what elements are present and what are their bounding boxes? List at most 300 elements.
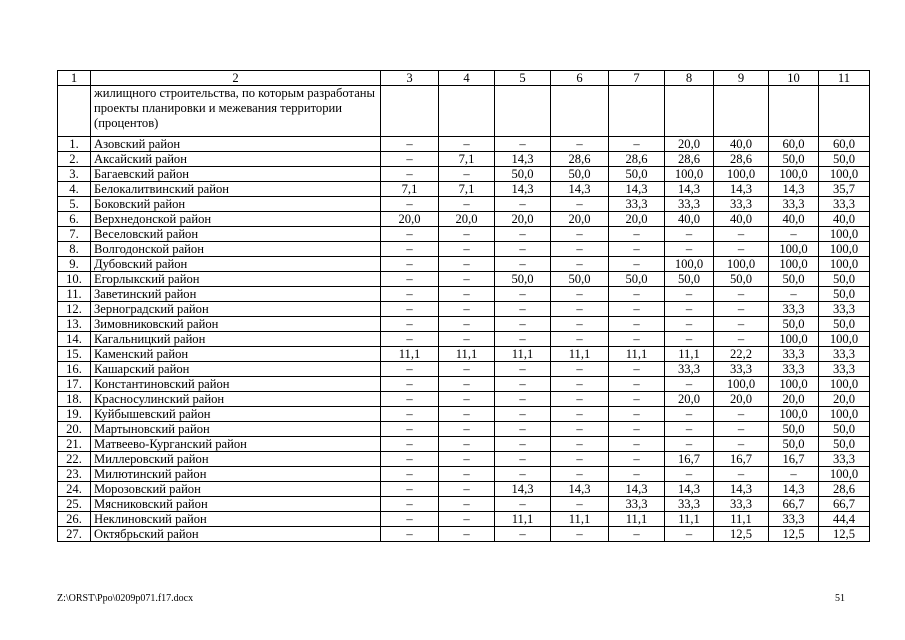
value-cell: – — [551, 422, 609, 437]
page-number: 51 — [835, 593, 845, 604]
empty-cell — [439, 86, 495, 137]
value-cell: – — [609, 452, 665, 467]
value-cell: – — [439, 167, 495, 182]
district-name: Заветинский район — [91, 287, 381, 302]
value-cell: – — [381, 197, 439, 212]
value-cell: – — [665, 227, 714, 242]
district-name: Куйбышевский район — [91, 407, 381, 422]
value-cell: – — [381, 422, 439, 437]
value-cell: 100,0 — [665, 257, 714, 272]
district-name: Азовский район — [91, 137, 381, 152]
row-number: 25. — [58, 497, 91, 512]
table-row — [58, 467, 870, 482]
value-cell: – — [551, 317, 609, 332]
district-name: Октябрьский район — [91, 527, 381, 542]
district-name: Мартыновский район — [91, 422, 381, 437]
value-cell: 50,0 — [769, 152, 819, 167]
district-name: Волгодонской район — [91, 242, 381, 257]
row-number: 17. — [58, 377, 91, 392]
value-cell: – — [381, 377, 439, 392]
row-number: 7. — [58, 227, 91, 242]
value-cell: – — [551, 242, 609, 257]
value-cell: 14,3 — [495, 482, 551, 497]
value-cell: 11,1 — [495, 347, 551, 362]
value-cell: – — [609, 362, 665, 377]
value-cell: – — [551, 287, 609, 302]
district-name: Морозовский район — [91, 482, 381, 497]
table-row — [58, 137, 870, 152]
value-cell: – — [381, 152, 439, 167]
value-cell: 50,0 — [819, 152, 870, 167]
value-cell: – — [381, 482, 439, 497]
row-number: 2. — [58, 152, 91, 167]
value-cell: 100,0 — [769, 377, 819, 392]
value-cell: – — [495, 332, 551, 347]
value-cell: 33,3 — [819, 452, 870, 467]
value-cell: – — [495, 317, 551, 332]
district-name: Боковский район — [91, 197, 381, 212]
value-cell: – — [439, 332, 495, 347]
table-row — [58, 377, 870, 392]
column-number: 8 — [665, 71, 714, 86]
table-row — [58, 317, 870, 332]
empty-cell — [714, 86, 769, 137]
value-cell: 50,0 — [551, 167, 609, 182]
value-cell: 33,3 — [819, 347, 870, 362]
row-number: 20. — [58, 422, 91, 437]
value-cell: 33,3 — [714, 497, 769, 512]
value-cell: – — [439, 437, 495, 452]
document-path: Z:\ORST\Ppo\0209p071.f17.docx — [57, 593, 194, 604]
value-cell: – — [551, 392, 609, 407]
value-cell: 44,4 — [819, 512, 870, 527]
value-cell: 100,0 — [665, 167, 714, 182]
table-row — [58, 527, 870, 542]
value-cell: 14,3 — [495, 182, 551, 197]
value-cell: 40,0 — [819, 212, 870, 227]
value-cell: 20,0 — [769, 392, 819, 407]
value-cell: – — [381, 137, 439, 152]
row-number: 22. — [58, 452, 91, 467]
table-row — [58, 152, 870, 167]
value-cell: – — [381, 242, 439, 257]
district-name: Мясниковский район — [91, 497, 381, 512]
value-cell: – — [769, 227, 819, 242]
value-cell: 28,6 — [665, 152, 714, 167]
value-cell: 14,3 — [714, 482, 769, 497]
value-cell: – — [439, 482, 495, 497]
value-cell: – — [495, 437, 551, 452]
value-cell: – — [551, 437, 609, 452]
value-cell: 20,0 — [819, 392, 870, 407]
column-number: 5 — [495, 71, 551, 86]
value-cell: – — [609, 242, 665, 257]
row-number: 10. — [58, 272, 91, 287]
row-number: 19. — [58, 407, 91, 422]
table-row — [58, 212, 870, 227]
value-cell: 20,0 — [439, 212, 495, 227]
value-cell: – — [495, 392, 551, 407]
value-cell: – — [439, 197, 495, 212]
value-cell: – — [609, 137, 665, 152]
table-row — [58, 407, 870, 422]
value-cell: – — [769, 287, 819, 302]
value-cell: – — [609, 287, 665, 302]
column-number: 1 — [58, 71, 91, 86]
value-cell: 100,0 — [819, 242, 870, 257]
value-cell: – — [495, 287, 551, 302]
value-cell: – — [609, 527, 665, 542]
value-cell: 50,0 — [769, 272, 819, 287]
empty-cell — [58, 86, 91, 137]
value-cell: – — [439, 257, 495, 272]
value-cell: 100,0 — [819, 332, 870, 347]
value-cell: 20,0 — [381, 212, 439, 227]
row-number: 26. — [58, 512, 91, 527]
row-number: 3. — [58, 167, 91, 182]
table-row — [58, 257, 870, 272]
value-cell: – — [665, 242, 714, 257]
empty-cell — [381, 86, 439, 137]
value-cell: 11,1 — [665, 512, 714, 527]
value-cell: 60,0 — [769, 137, 819, 152]
value-cell: 14,3 — [714, 182, 769, 197]
value-cell: – — [495, 422, 551, 437]
value-cell: – — [381, 302, 439, 317]
value-cell: 50,0 — [551, 272, 609, 287]
value-cell: – — [381, 452, 439, 467]
value-cell: – — [439, 302, 495, 317]
value-cell: 20,0 — [714, 392, 769, 407]
value-cell: 50,0 — [769, 317, 819, 332]
value-cell: 100,0 — [714, 167, 769, 182]
value-cell: 33,3 — [819, 362, 870, 377]
value-cell: – — [439, 317, 495, 332]
value-cell: 40,0 — [769, 212, 819, 227]
table-row — [58, 482, 870, 497]
empty-cell — [495, 86, 551, 137]
district-name: Каменский район — [91, 347, 381, 362]
value-cell: 100,0 — [819, 227, 870, 242]
value-cell: – — [551, 197, 609, 212]
indicator-description-row — [58, 86, 870, 137]
value-cell: – — [551, 362, 609, 377]
value-cell: – — [551, 377, 609, 392]
table-row — [58, 167, 870, 182]
value-cell: – — [439, 392, 495, 407]
table-row — [58, 287, 870, 302]
district-name: Аксайский район — [91, 152, 381, 167]
value-cell: – — [665, 527, 714, 542]
table-row — [58, 272, 870, 287]
column-number-row — [58, 71, 870, 86]
value-cell: – — [439, 242, 495, 257]
value-cell: 20,0 — [609, 212, 665, 227]
value-cell: 16,7 — [714, 452, 769, 467]
table-row — [58, 332, 870, 347]
value-cell: 7,1 — [439, 182, 495, 197]
row-number: 1. — [58, 137, 91, 152]
value-cell: – — [439, 272, 495, 287]
value-cell: – — [439, 452, 495, 467]
value-cell: – — [495, 302, 551, 317]
value-cell: – — [609, 332, 665, 347]
value-cell: 14,3 — [609, 482, 665, 497]
value-cell: – — [609, 422, 665, 437]
value-cell: – — [381, 362, 439, 377]
value-cell: 50,0 — [495, 272, 551, 287]
value-cell: – — [495, 527, 551, 542]
value-cell: – — [714, 332, 769, 347]
table-row — [58, 452, 870, 467]
value-cell: – — [495, 197, 551, 212]
table-row — [58, 197, 870, 212]
row-number: 27. — [58, 527, 91, 542]
value-cell: 50,0 — [819, 272, 870, 287]
value-cell: – — [714, 242, 769, 257]
table-row — [58, 422, 870, 437]
value-cell: – — [609, 392, 665, 407]
district-name: Кагальницкий район — [91, 332, 381, 347]
district-name: Константиновский район — [91, 377, 381, 392]
district-name: Зерноградский район — [91, 302, 381, 317]
value-cell: – — [439, 467, 495, 482]
value-cell: – — [551, 137, 609, 152]
value-cell: 28,6 — [551, 152, 609, 167]
value-cell: – — [551, 227, 609, 242]
district-name: Кашарский район — [91, 362, 381, 377]
row-number: 16. — [58, 362, 91, 377]
value-cell: 100,0 — [769, 242, 819, 257]
value-cell: 33,3 — [819, 197, 870, 212]
value-cell: – — [609, 227, 665, 242]
value-cell: 33,3 — [609, 497, 665, 512]
value-cell: 50,0 — [819, 422, 870, 437]
table-row — [58, 347, 870, 362]
value-cell: 33,3 — [769, 512, 819, 527]
row-number: 15. — [58, 347, 91, 362]
row-number: 14. — [58, 332, 91, 347]
table-row — [58, 362, 870, 377]
value-cell: 20,0 — [551, 212, 609, 227]
value-cell: 12,5 — [819, 527, 870, 542]
row-number: 9. — [58, 257, 91, 272]
value-cell: 14,3 — [769, 482, 819, 497]
value-cell: 33,3 — [769, 197, 819, 212]
value-cell: 66,7 — [819, 497, 870, 512]
value-cell: 11,1 — [714, 512, 769, 527]
row-number: 4. — [58, 182, 91, 197]
value-cell: – — [714, 437, 769, 452]
row-number: 21. — [58, 437, 91, 452]
column-number: 3 — [381, 71, 439, 86]
value-cell: 20,0 — [665, 392, 714, 407]
district-name: Миллеровский район — [91, 452, 381, 467]
value-cell: 28,6 — [819, 482, 870, 497]
value-cell: 100,0 — [819, 467, 870, 482]
value-cell: 20,0 — [665, 137, 714, 152]
value-cell: 40,0 — [714, 212, 769, 227]
value-cell: 11,1 — [609, 347, 665, 362]
empty-cell — [665, 86, 714, 137]
value-cell: 100,0 — [769, 257, 819, 272]
value-cell: – — [609, 407, 665, 422]
value-cell: – — [551, 527, 609, 542]
value-cell: 20,0 — [495, 212, 551, 227]
district-name: Белокалитвинский район — [91, 182, 381, 197]
value-cell: – — [714, 407, 769, 422]
value-cell: 14,3 — [495, 152, 551, 167]
value-cell: – — [495, 257, 551, 272]
value-cell: – — [495, 377, 551, 392]
value-cell: 50,0 — [495, 167, 551, 182]
value-cell: 16,7 — [769, 452, 819, 467]
table-row — [58, 512, 870, 527]
value-cell: 33,3 — [665, 362, 714, 377]
value-cell: 100,0 — [769, 167, 819, 182]
value-cell: – — [439, 527, 495, 542]
value-cell: – — [714, 422, 769, 437]
value-cell: 16,7 — [665, 452, 714, 467]
value-cell: – — [381, 527, 439, 542]
value-cell: 50,0 — [769, 422, 819, 437]
value-cell: – — [665, 287, 714, 302]
district-name: Багаевский район — [91, 167, 381, 182]
empty-cell — [769, 86, 819, 137]
value-cell: – — [495, 242, 551, 257]
value-cell: – — [439, 377, 495, 392]
column-number: 10 — [769, 71, 819, 86]
value-cell: 11,1 — [609, 512, 665, 527]
value-cell: – — [714, 227, 769, 242]
value-cell: – — [609, 467, 665, 482]
value-cell: 33,3 — [714, 362, 769, 377]
value-cell: 40,0 — [665, 212, 714, 227]
row-number: 6. — [58, 212, 91, 227]
value-cell: 100,0 — [714, 377, 769, 392]
table-row — [58, 437, 870, 452]
value-cell: – — [665, 437, 714, 452]
district-name: Дубовский район — [91, 257, 381, 272]
value-cell: – — [665, 317, 714, 332]
value-cell: – — [551, 257, 609, 272]
row-number: 23. — [58, 467, 91, 482]
value-cell: – — [439, 362, 495, 377]
empty-cell — [819, 86, 870, 137]
value-cell: 14,3 — [769, 182, 819, 197]
value-cell: – — [714, 467, 769, 482]
value-cell: – — [665, 467, 714, 482]
value-cell: 100,0 — [769, 332, 819, 347]
row-number: 24. — [58, 482, 91, 497]
value-cell: 11,1 — [381, 347, 439, 362]
district-name: Неклиновский район — [91, 512, 381, 527]
value-cell: – — [665, 422, 714, 437]
value-cell: 28,6 — [609, 152, 665, 167]
value-cell: – — [769, 467, 819, 482]
table-row — [58, 497, 870, 512]
row-number: 5. — [58, 197, 91, 212]
value-cell: – — [495, 497, 551, 512]
value-cell: 14,3 — [609, 182, 665, 197]
value-cell: – — [714, 317, 769, 332]
value-cell: – — [381, 167, 439, 182]
value-cell: – — [714, 302, 769, 317]
table-row — [58, 182, 870, 197]
value-cell: – — [665, 407, 714, 422]
district-name: Егорлыкский район — [91, 272, 381, 287]
value-cell: 7,1 — [381, 182, 439, 197]
value-cell: – — [551, 302, 609, 317]
value-cell: 50,0 — [609, 272, 665, 287]
value-cell: – — [495, 137, 551, 152]
empty-cell — [551, 86, 609, 137]
value-cell: – — [381, 437, 439, 452]
indicator-description: жилищного строительства, по которым разработаны проекты планировки и межевания территории (процентов) — [91, 86, 381, 137]
value-cell: 50,0 — [769, 437, 819, 452]
value-cell: 100,0 — [819, 257, 870, 272]
value-cell: 28,6 — [714, 152, 769, 167]
row-number: 8. — [58, 242, 91, 257]
value-cell: – — [665, 377, 714, 392]
value-cell: 11,1 — [551, 512, 609, 527]
value-cell: – — [609, 377, 665, 392]
value-cell: – — [381, 317, 439, 332]
column-number: 7 — [609, 71, 665, 86]
value-cell: 50,0 — [819, 437, 870, 452]
value-cell: 14,3 — [551, 182, 609, 197]
value-cell: 33,3 — [665, 197, 714, 212]
value-cell: 11,1 — [551, 347, 609, 362]
value-cell: – — [665, 302, 714, 317]
value-cell: – — [381, 332, 439, 347]
value-cell: 33,3 — [769, 347, 819, 362]
value-cell: – — [381, 392, 439, 407]
value-cell: – — [495, 407, 551, 422]
value-cell: 12,5 — [769, 527, 819, 542]
value-cell: 50,0 — [714, 272, 769, 287]
column-number: 2 — [91, 71, 381, 86]
value-cell: 14,3 — [665, 182, 714, 197]
value-cell: – — [714, 287, 769, 302]
value-cell: – — [609, 302, 665, 317]
value-cell: – — [665, 332, 714, 347]
column-number: 11 — [819, 71, 870, 86]
value-cell: – — [439, 137, 495, 152]
value-cell: 22,2 — [714, 347, 769, 362]
value-cell: – — [439, 422, 495, 437]
value-cell: 33,3 — [714, 197, 769, 212]
value-cell: – — [381, 467, 439, 482]
value-cell: 12,5 — [714, 527, 769, 542]
value-cell: – — [551, 497, 609, 512]
value-cell: 33,3 — [819, 302, 870, 317]
district-name: Красносулинский район — [91, 392, 381, 407]
value-cell: – — [439, 287, 495, 302]
table-row — [58, 302, 870, 317]
value-cell: – — [495, 227, 551, 242]
value-cell: – — [439, 512, 495, 527]
value-cell: 7,1 — [439, 152, 495, 167]
value-cell: 33,3 — [769, 362, 819, 377]
value-cell: – — [551, 332, 609, 347]
value-cell: 14,3 — [551, 482, 609, 497]
data-table — [57, 70, 870, 542]
value-cell: 60,0 — [819, 137, 870, 152]
value-cell: 40,0 — [714, 137, 769, 152]
value-cell: 14,3 — [665, 482, 714, 497]
value-cell: – — [381, 407, 439, 422]
